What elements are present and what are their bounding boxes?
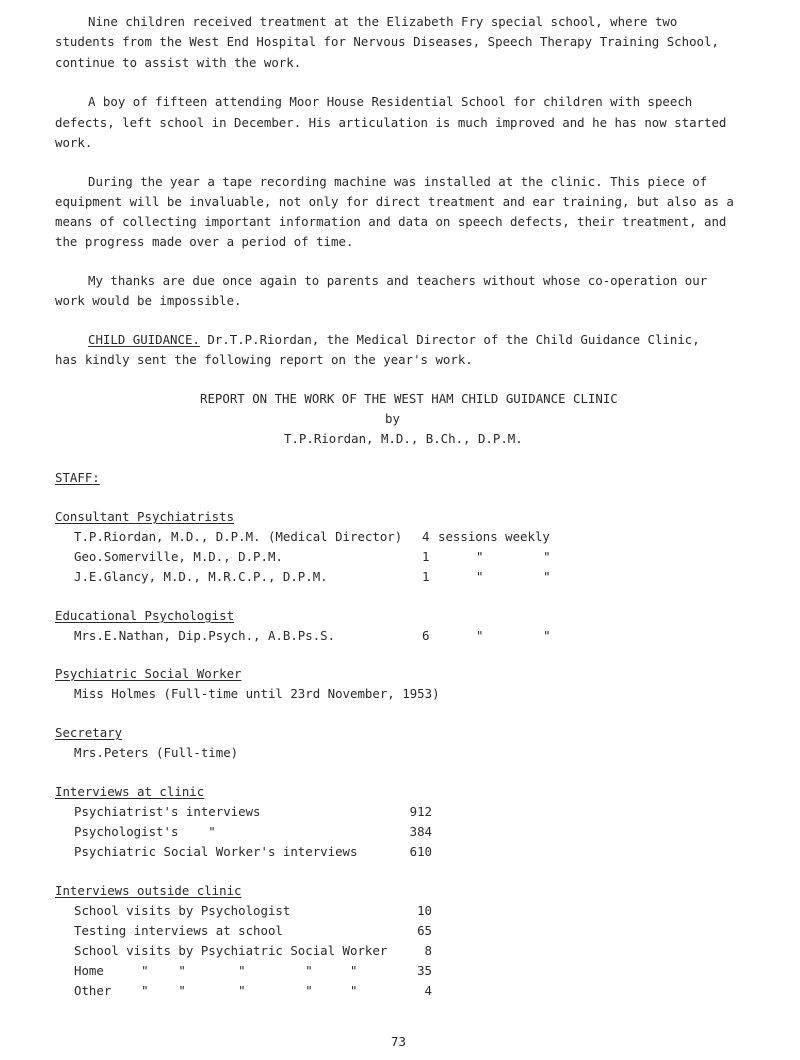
paragraph-2-line-1: A boy of fifteen attending Moor House Residential School for children with speech (88, 94, 693, 109)
psychologist-count: 6 (422, 628, 430, 643)
consultant-2-count: 1 (422, 549, 430, 564)
staff-heading: STAFF: (55, 470, 100, 485)
clinic-row-2-value: 384 (409, 824, 432, 839)
paragraph-5-line-1-text: Dr.T.P.Riordan, the Medical Director of the Child Guidance Clinic, (199, 332, 700, 347)
outside-row-2-value: 65 (417, 923, 432, 938)
clinic-row-2-label: Psychologist's " (74, 824, 216, 839)
consultant-3-count: 1 (422, 569, 430, 584)
clinic-row-3-value: 610 (409, 844, 432, 859)
clinic-row-1-label: Psychiatrist's interviews (74, 804, 261, 819)
paragraph-1-line-1: Nine children received treatment at the Elizabeth Fry special school, where two (88, 14, 678, 29)
outside-row-3-value: 8 (424, 943, 432, 958)
outside-row-5-label: Other " " " " " (74, 983, 358, 998)
paragraph-2-line-2: defects, left school in December. His articulation is much improved and he has now started (55, 115, 727, 130)
outside-row-2-label: Testing interviews at school (74, 923, 283, 938)
interviews-clinic-heading: Interviews at clinic (55, 784, 205, 799)
outside-row-1-label: School visits by Psychologist (74, 903, 291, 918)
paragraph-2-line-3: work. (55, 135, 93, 150)
social-worker-heading: Psychiatric Social Worker (55, 666, 242, 681)
consultant-1-unit: sessions weekly (438, 529, 550, 544)
paragraph-4-line-1: My thanks are due once again to parents and teachers without whose co-operation our (88, 273, 708, 288)
consultant-2-name: Geo.Somerville, M.D., D.P.M. (74, 549, 283, 564)
consultant-1-name: T.P.Riordan, M.D., D.P.M. (Medical Director) (74, 529, 403, 544)
secretary-heading: Secretary (55, 725, 123, 740)
paragraph-5-line-1 (88, 332, 700, 348)
paragraph-5-line-2: has kindly sent the following report on the year's work. (55, 352, 473, 367)
clinic-row-3-label: Psychiatric Social Worker's interviews (74, 844, 358, 859)
social-worker-name: Miss Holmes (Full-time until 23rd November, 1953) (74, 686, 440, 701)
paragraph-3-line-3: means of collecting important information and data on speech defects, their treatment, and (55, 214, 727, 229)
report-by: by (385, 411, 400, 426)
clinic-row-1-value: 912 (409, 804, 432, 819)
outside-row-4-label: Home " " " " " (74, 963, 358, 978)
paragraph-3-line-2: equipment will be invaluable, not only for direct treatment and ear training, but also as a (55, 194, 734, 209)
child-guidance-heading: CHILD GUIDANCE. (88, 332, 200, 347)
outside-row-5-value: 4 (424, 983, 432, 998)
outside-row-4-value: 35 (417, 963, 432, 978)
consultant-1-count: 4 (422, 529, 430, 544)
outside-row-3-label: School visits by Psychiatric Social Worker (74, 943, 388, 958)
paragraph-3-line-1: During the year a tape recording machine was installed at the clinic. This piece of (88, 174, 708, 189)
paragraph-1-line-2: students from the West End Hospital for Nervous Diseases, Speech Therapy Training School, (55, 34, 719, 49)
secretary-name: Mrs.Peters (Full-time) (74, 745, 239, 760)
consultant-3-name: J.E.Glancy, M.D., M.R.C.P., D.P.M. (74, 569, 328, 584)
consultant-3-unit: " " (476, 569, 551, 584)
psychologist-name: Mrs.E.Nathan, Dip.Psych., A.B.Ps.S. (74, 628, 336, 643)
psychologist-unit: " " (476, 628, 551, 643)
educational-psychologist-heading: Educational Psychologist (55, 608, 235, 623)
consultant-2-unit: " " (476, 549, 551, 564)
report-title: REPORT ON THE WORK OF THE WEST HAM CHILD GUIDANCE CLINIC (200, 391, 618, 406)
outside-row-1-value: 10 (417, 903, 432, 918)
consultant-psychiatrists-heading: Consultant Psychiatrists (55, 509, 235, 524)
paragraph-3-line-4: the progress made over a period of time. (55, 234, 354, 249)
paragraph-4-line-2: work would be impossible. (55, 293, 242, 308)
report-author: T.P.Riordan, M.D., B.Ch., D.P.M. (284, 431, 523, 446)
interviews-outside-heading: Interviews outside clinic (55, 883, 242, 898)
page-number: 73 (391, 1034, 406, 1049)
paragraph-1-line-3: continue to assist with the work. (55, 55, 302, 70)
